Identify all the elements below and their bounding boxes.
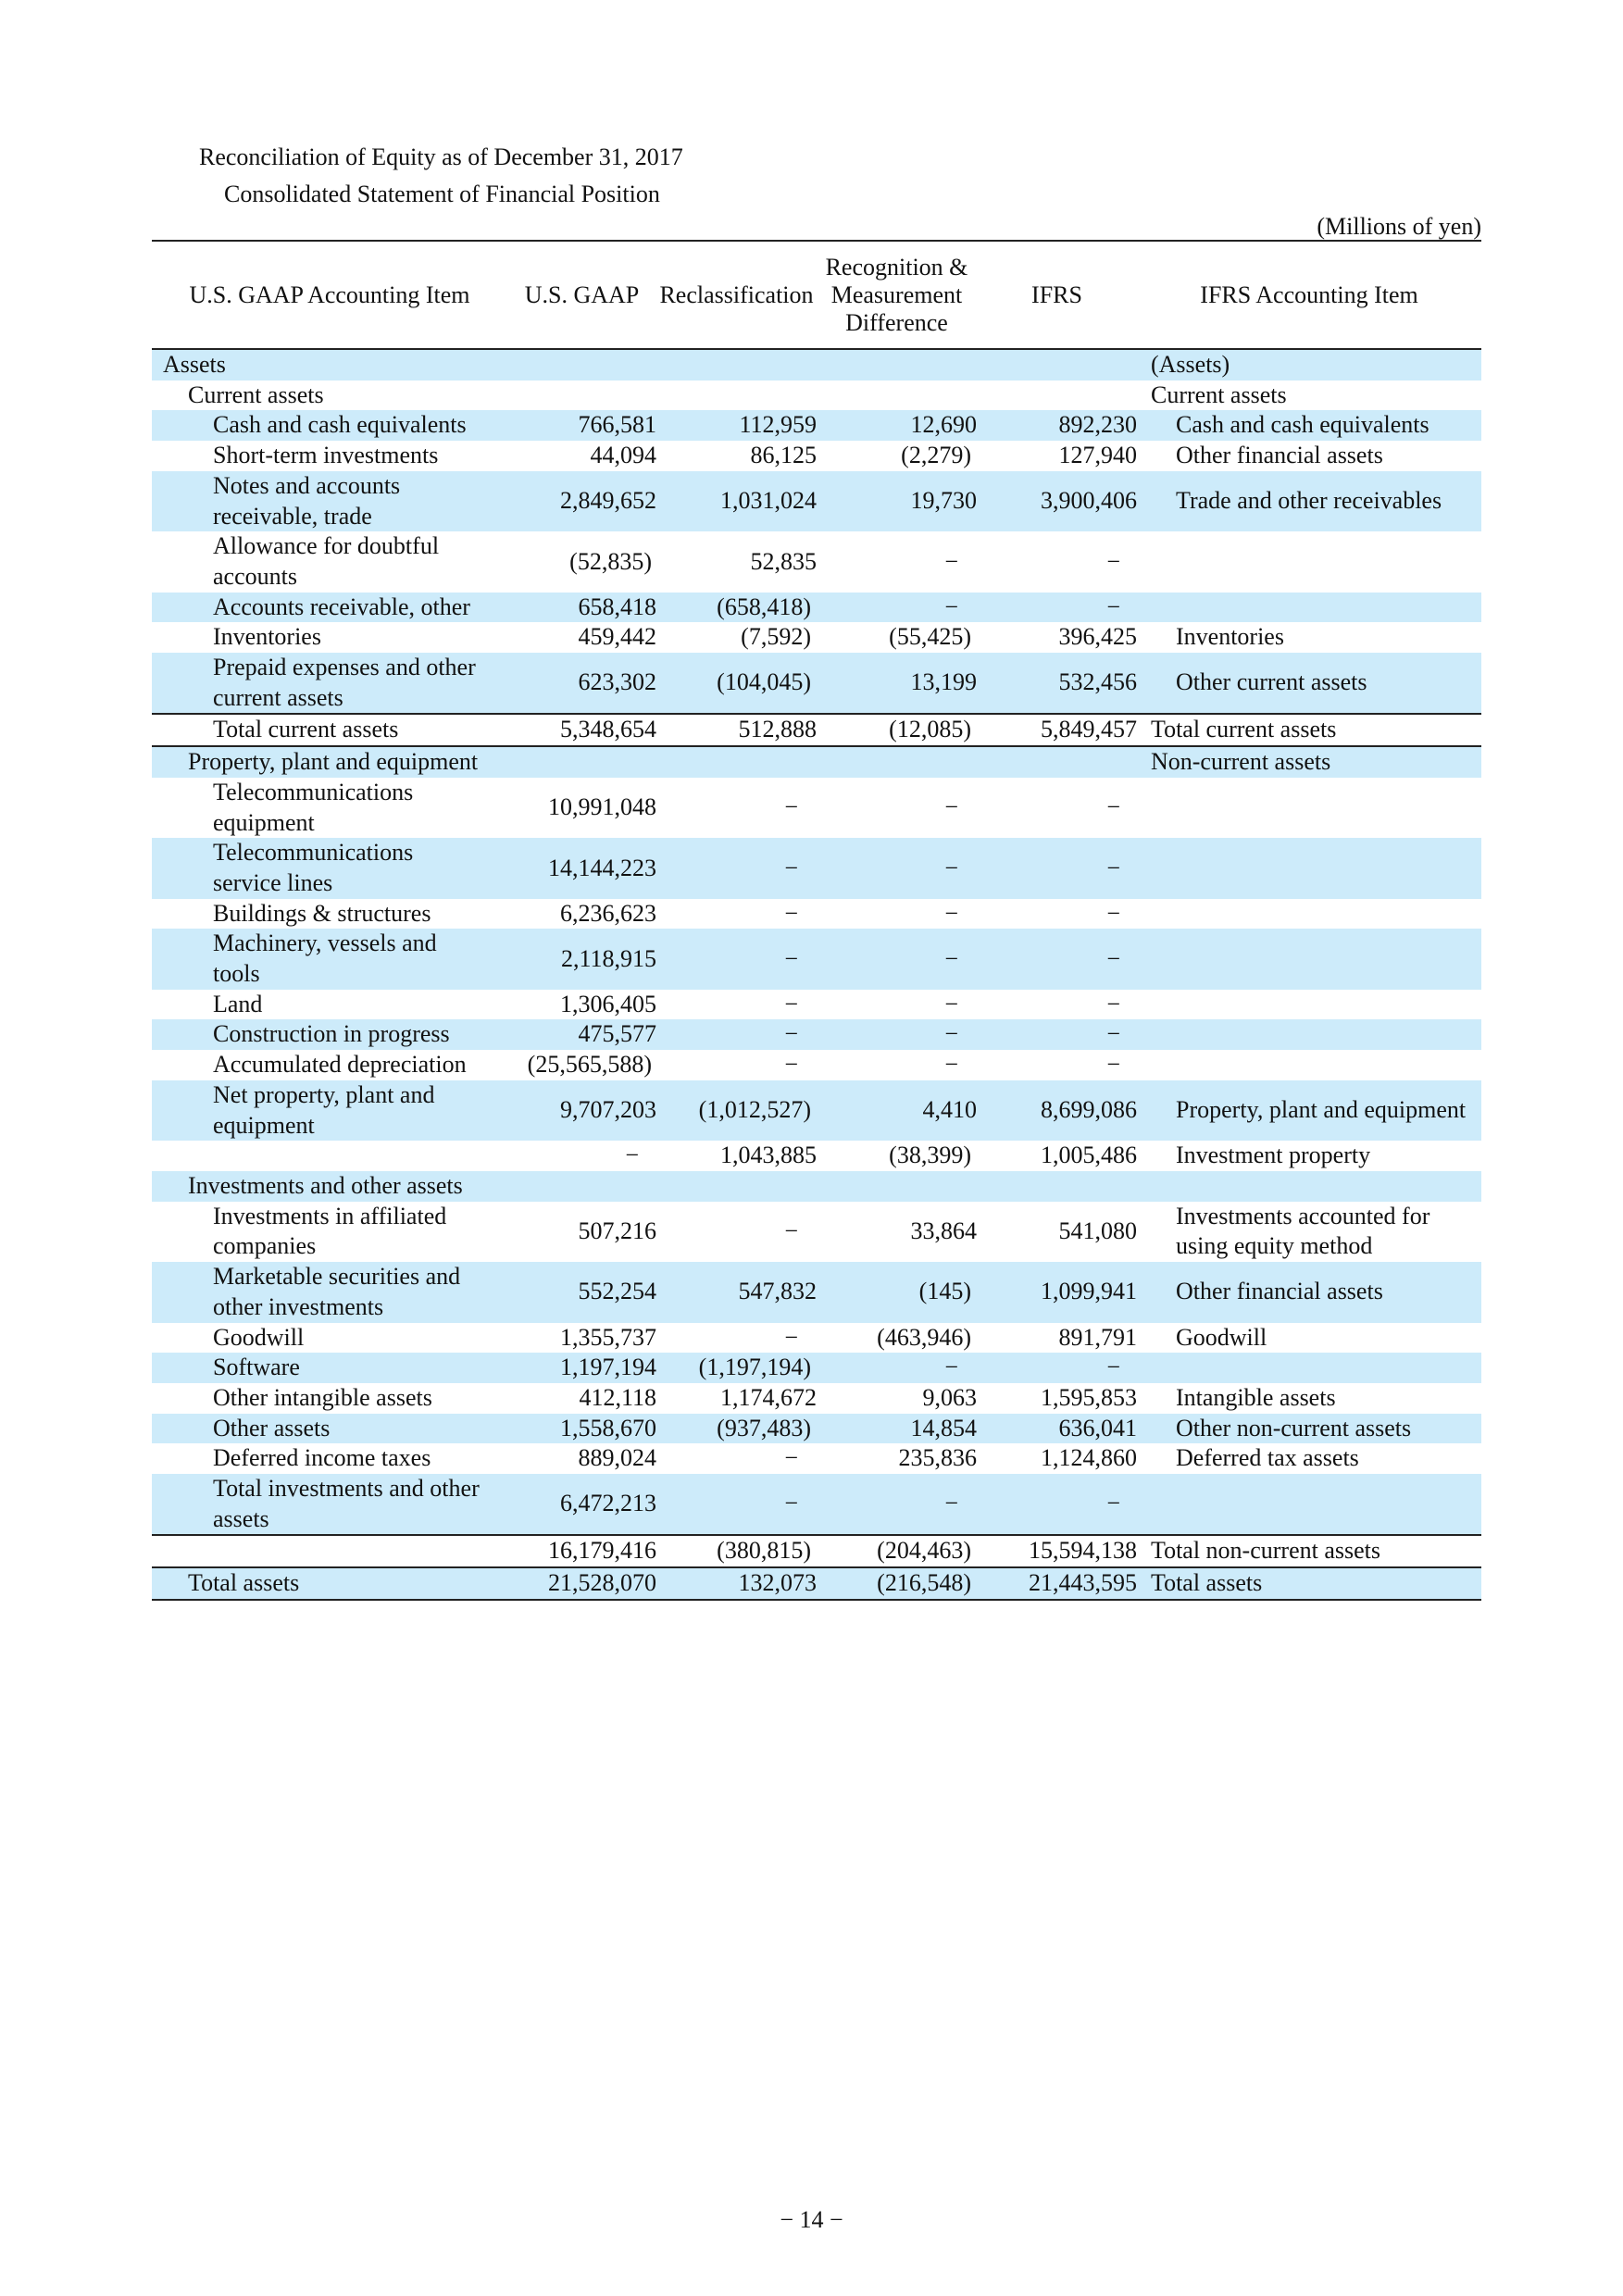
- ifrs-amount: 21,443,595: [977, 1567, 1137, 1600]
- ifrs-accounting-item: Trade and other receivables: [1137, 471, 1481, 531]
- reclassification-amount: (104,045): [656, 653, 817, 714]
- ifrs-amount: 5,849,457: [977, 714, 1137, 746]
- ifrs-amount: [977, 746, 1137, 778]
- us-gaap-amount: 14,144,223: [507, 838, 656, 898]
- ifrs-accounting-item: Current assets: [1151, 381, 1287, 408]
- header-us-gaap-accounting-item: U.S. GAAP Accounting Item: [152, 241, 507, 349]
- reclassification-amount: 512,888: [656, 714, 817, 746]
- recognition-measurement-difference-amount: (12,085): [817, 714, 977, 746]
- table-row: [152, 381, 1481, 411]
- us-gaap-amount: 475,577: [507, 1019, 656, 1050]
- ifrs-amount: 1,099,941: [977, 1262, 1137, 1322]
- table-row: [152, 653, 1481, 714]
- ifrs-amount: −: [1106, 547, 1120, 575]
- recognition-measurement-difference-amount: −: [817, 1353, 977, 1383]
- recognition-measurement-difference-amount: −: [944, 793, 958, 821]
- us-gaap-accounting-item: Software: [152, 1353, 507, 1383]
- us-gaap-amount: 21,528,070: [507, 1567, 656, 1600]
- header-ifrs: IFRS: [977, 241, 1137, 349]
- us-gaap-amount: 9,707,203: [507, 1080, 656, 1141]
- header-reclassification: Reclassification: [656, 241, 817, 349]
- recognition-measurement-difference-amount: (38,399): [889, 1142, 971, 1169]
- ifrs-accounting-item: Total non-current assets: [1137, 1535, 1481, 1567]
- us-gaap-amount: 507,216: [578, 1217, 656, 1245]
- reclassification-amount: (380,815): [656, 1535, 817, 1567]
- table-row: [152, 1080, 1481, 1141]
- table-row: [152, 593, 1481, 623]
- us-gaap-amount: (25,565,588): [527, 1051, 652, 1079]
- recognition-measurement-difference-amount: 14,854: [817, 1414, 977, 1444]
- reclassification-amount: −: [784, 1051, 798, 1079]
- us-gaap-accounting-item: Other intangible assets: [213, 1383, 432, 1411]
- ifrs-accounting-item: Goodwill: [1176, 1323, 1267, 1351]
- recognition-measurement-difference-amount: −: [944, 547, 958, 575]
- recognition-measurement-difference-amount: (145): [817, 1262, 977, 1322]
- reclassification-amount: (7,592): [741, 623, 811, 651]
- table-row: [152, 1383, 1481, 1414]
- ifrs-accounting-item: [1137, 1019, 1481, 1050]
- reclassification-amount: −: [656, 929, 817, 989]
- us-gaap-accounting-item: Buildings & structures: [213, 899, 431, 927]
- ifrs-amount: 532,456: [977, 653, 1137, 714]
- us-gaap-accounting-item: Inventories: [213, 623, 321, 651]
- us-gaap-amount: 5,348,654: [507, 714, 656, 746]
- header-recognition-measurement-difference: Recognition & Measurement Difference: [817, 241, 977, 349]
- reclassification-amount: [656, 746, 817, 778]
- recognition-measurement-difference-amount: −: [944, 990, 958, 1017]
- recognition-measurement-difference-amount: −: [817, 593, 977, 623]
- table-row: [152, 929, 1481, 989]
- reclassification-amount: [656, 381, 817, 411]
- reclassification-amount: 547,832: [656, 1262, 817, 1322]
- table-row-subtotal: [152, 1535, 1481, 1567]
- ifrs-amount: 3,900,406: [977, 471, 1137, 531]
- us-gaap-accounting-item: [152, 1535, 507, 1567]
- reclassification-amount: 52,835: [750, 547, 817, 575]
- recognition-measurement-difference-amount: (216,548): [817, 1567, 977, 1600]
- ifrs-accounting-item: Intangible assets: [1176, 1383, 1336, 1411]
- reclassification-amount: (937,483): [656, 1414, 817, 1444]
- us-gaap-accounting-item: Notes and accounts receivable, trade: [152, 471, 507, 531]
- reclassification-amount: −: [784, 990, 798, 1017]
- us-gaap-accounting-item: Construction in progress: [152, 1019, 507, 1050]
- ifrs-amount: −: [977, 593, 1137, 623]
- recognition-measurement-difference-amount: (463,946): [877, 1323, 971, 1351]
- ifrs-amount: −: [1106, 899, 1120, 927]
- ifrs-amount: 15,594,138: [977, 1535, 1137, 1567]
- us-gaap-amount: 459,442: [578, 623, 656, 651]
- recognition-measurement-difference-amount: −: [944, 899, 958, 927]
- ifrs-accounting-item: [1137, 1353, 1481, 1383]
- reclassification-amount: −: [784, 1323, 798, 1351]
- ifrs-accounting-item: [1137, 990, 1481, 1020]
- ifrs-amount: −: [977, 1019, 1137, 1050]
- table-row: [152, 622, 1481, 653]
- ifrs-amount: −: [977, 1474, 1137, 1535]
- recognition-measurement-difference-amount: −: [944, 1051, 958, 1079]
- reconciliation-table: [152, 240, 1481, 1601]
- us-gaap-amount: 658,418: [507, 593, 656, 623]
- recognition-measurement-difference-amount: 9,063: [922, 1383, 977, 1411]
- table-row: [152, 1474, 1481, 1535]
- ifrs-accounting-item: Investments accounted for using equity method: [1176, 1202, 1430, 1260]
- us-gaap-accounting-item: Investments in affiliated companies: [213, 1202, 447, 1260]
- reclassification-amount: −: [784, 1217, 798, 1245]
- us-gaap-accounting-item: Total current assets: [152, 714, 507, 746]
- recognition-measurement-difference-amount: −: [817, 929, 977, 989]
- recognition-measurement-difference-amount: (2,279): [901, 442, 971, 469]
- ifrs-amount: −: [977, 929, 1137, 989]
- table-row: [152, 899, 1481, 930]
- recognition-measurement-difference-amount: 12,690: [817, 410, 977, 441]
- ifrs-accounting-item: Other non-current assets: [1137, 1414, 1481, 1444]
- ifrs-accounting-item: [1137, 778, 1481, 838]
- reclassification-amount: −: [656, 838, 817, 898]
- ifrs-accounting-item: Property, plant and equipment: [1137, 1080, 1481, 1141]
- us-gaap-accounting-item: [152, 1141, 507, 1171]
- table-row: [152, 1414, 1481, 1444]
- us-gaap-accounting-item: Short-term investments: [213, 442, 439, 469]
- us-gaap-amount: 6,236,623: [560, 899, 656, 927]
- recognition-measurement-difference-amount: [817, 1171, 977, 1202]
- us-gaap-accounting-item: Current assets: [188, 381, 324, 408]
- us-gaap-accounting-item: Assets: [152, 349, 507, 381]
- page-number: − 14 −: [780, 2206, 843, 2233]
- us-gaap-accounting-item: Telecommunications equipment: [213, 778, 414, 836]
- ifrs-amount: 891,791: [1058, 1323, 1137, 1351]
- header-ifrs-accounting-item: IFRS Accounting Item: [1137, 241, 1481, 349]
- table-row: [152, 746, 1481, 778]
- ifrs-amount: [977, 349, 1137, 381]
- table-row: [152, 1019, 1481, 1050]
- ifrs-amount: 127,940: [1058, 442, 1137, 469]
- ifrs-amount: 636,041: [977, 1414, 1137, 1444]
- reclassification-amount: [656, 1171, 817, 1202]
- table-row: [152, 1202, 1481, 1262]
- reclassification-amount: 112,959: [656, 410, 817, 441]
- us-gaap-accounting-item: Investments and other assets: [152, 1171, 507, 1202]
- us-gaap-accounting-item: Cash and cash equivalents: [152, 410, 507, 441]
- table-row: [152, 349, 1481, 381]
- reclassification-amount: (1,012,527): [656, 1080, 817, 1141]
- us-gaap-accounting-item: Telecommunications service lines: [152, 838, 507, 898]
- reclassification-amount: 1,043,885: [720, 1142, 817, 1169]
- recognition-measurement-difference-amount: −: [817, 1474, 977, 1535]
- us-gaap-accounting-item: Allowance for doubtful accounts: [213, 532, 440, 590]
- ifrs-amount: [977, 381, 1137, 411]
- ifrs-amount: −: [977, 838, 1137, 898]
- table-row: [152, 990, 1481, 1020]
- us-gaap-accounting-item: Prepaid expenses and other current assets: [152, 653, 507, 714]
- us-gaap-accounting-item: Accumulated depreciation: [213, 1051, 467, 1079]
- table-row: [152, 1353, 1481, 1383]
- ifrs-accounting-item: Other financial assets: [1176, 442, 1383, 469]
- us-gaap-amount: [507, 1171, 656, 1202]
- table-row: [152, 441, 1481, 471]
- reclassification-amount: −: [656, 1019, 817, 1050]
- us-gaap-amount: 412,118: [579, 1383, 656, 1411]
- us-gaap-amount: −: [625, 1142, 639, 1169]
- us-gaap-amount: 2,118,915: [507, 929, 656, 989]
- us-gaap-accounting-item: Land: [213, 990, 263, 1017]
- ifrs-accounting-item: [1137, 1474, 1481, 1535]
- ifrs-accounting-item: [1137, 899, 1481, 930]
- document-subtitle: Consolidated Statement of Financial Position: [224, 181, 660, 207]
- ifrs-amount: −: [1106, 1051, 1120, 1079]
- table-row: [152, 410, 1481, 441]
- ifrs-accounting-item: [1137, 838, 1481, 898]
- table-row: [152, 838, 1481, 898]
- us-gaap-amount: 1,558,670: [507, 1414, 656, 1444]
- recognition-measurement-difference-amount: [817, 381, 977, 411]
- recognition-measurement-difference-amount: 4,410: [817, 1080, 977, 1141]
- us-gaap-accounting-item: Net property, plant and equipment: [152, 1080, 507, 1141]
- table-row-subtotal: [152, 714, 1481, 746]
- ifrs-amount: 541,080: [1058, 1217, 1137, 1245]
- recognition-measurement-difference-amount: [817, 349, 977, 381]
- header-us-gaap: U.S. GAAP: [507, 241, 656, 349]
- reclassification-amount: −: [784, 899, 798, 927]
- ifrs-accounting-item: [1137, 531, 1481, 592]
- ifrs-accounting-item: Non-current assets: [1137, 746, 1481, 778]
- reclassification-amount: 1,174,672: [720, 1383, 817, 1411]
- recognition-measurement-difference-amount: −: [817, 838, 977, 898]
- reclassification-amount: −: [656, 1474, 817, 1535]
- us-gaap-amount: 766,581: [507, 410, 656, 441]
- ifrs-accounting-item: Cash and cash equivalents: [1137, 410, 1481, 441]
- table-row: [152, 1262, 1481, 1322]
- ifrs-accounting-item: Investment property: [1176, 1142, 1371, 1169]
- reclassification-amount: [656, 349, 817, 381]
- us-gaap-amount: 16,179,416: [507, 1535, 656, 1567]
- ifrs-amount: −: [1106, 990, 1120, 1017]
- unit-note: (Millions of yen): [1317, 213, 1481, 240]
- recognition-measurement-difference-amount: 33,864: [910, 1217, 977, 1245]
- recognition-measurement-difference-amount: 13,199: [817, 653, 977, 714]
- us-gaap-amount: (52,835): [569, 547, 652, 575]
- ifrs-accounting-item: Total current assets: [1137, 714, 1481, 746]
- recognition-measurement-difference-amount: (55,425): [889, 623, 971, 651]
- us-gaap-amount: 1,306,405: [560, 990, 656, 1017]
- table-row: [152, 471, 1481, 531]
- reclassification-amount: 86,125: [750, 442, 817, 469]
- ifrs-accounting-item: Other financial assets: [1137, 1262, 1481, 1322]
- ifrs-amount: [977, 1171, 1137, 1202]
- table-row: [152, 1443, 1481, 1474]
- recognition-measurement-difference-amount: 19,730: [817, 471, 977, 531]
- us-gaap-accounting-item: Property, plant and equipment: [152, 746, 507, 778]
- us-gaap-accounting-item: Machinery, vessels and tools: [152, 929, 507, 989]
- recognition-measurement-difference-amount: (204,463): [817, 1535, 977, 1567]
- ifrs-accounting-item: Other current assets: [1137, 653, 1481, 714]
- us-gaap-amount: 552,254: [507, 1262, 656, 1322]
- us-gaap-amount: [507, 746, 656, 778]
- ifrs-accounting-item: [1137, 593, 1481, 623]
- ifrs-amount: 1,124,860: [1041, 1444, 1137, 1472]
- us-gaap-accounting-item: Total assets: [152, 1567, 507, 1600]
- recognition-measurement-difference-amount: [817, 746, 977, 778]
- recognition-measurement-difference-amount: 235,836: [898, 1444, 977, 1472]
- us-gaap-amount: 6,472,213: [507, 1474, 656, 1535]
- table-row: [152, 1050, 1481, 1080]
- reclassification-amount: (1,197,194): [656, 1353, 817, 1383]
- us-gaap-amount: 1,355,737: [560, 1323, 656, 1351]
- reclassification-amount: 1,031,024: [656, 471, 817, 531]
- ifrs-amount: 396,425: [1058, 623, 1137, 651]
- ifrs-amount: 8,699,086: [977, 1080, 1137, 1141]
- ifrs-amount: 892,230: [977, 410, 1137, 441]
- us-gaap-accounting-item: Other assets: [152, 1414, 507, 1444]
- reclassification-amount: (658,418): [656, 593, 817, 623]
- ifrs-amount: 1,005,486: [1041, 1142, 1137, 1169]
- ifrs-accounting-item: [1137, 1050, 1481, 1080]
- table-row: [152, 1323, 1481, 1354]
- us-gaap-accounting-item: Deferred income taxes: [213, 1444, 431, 1472]
- ifrs-accounting-item: Inventories: [1176, 623, 1284, 651]
- table-row: [152, 778, 1481, 838]
- us-gaap-amount: 1,197,194: [507, 1353, 656, 1383]
- reclassification-amount: 132,073: [656, 1567, 817, 1600]
- us-gaap-accounting-item: Goodwill: [213, 1323, 305, 1351]
- reclassification-amount: −: [784, 1444, 798, 1472]
- us-gaap-amount: 623,302: [507, 653, 656, 714]
- us-gaap-amount: 2,849,652: [507, 471, 656, 531]
- us-gaap-amount: 44,094: [590, 442, 656, 469]
- us-gaap-amount: [507, 381, 656, 411]
- us-gaap-amount: 889,024: [578, 1444, 656, 1472]
- ifrs-accounting-item: [1137, 929, 1481, 989]
- ifrs-amount: −: [1106, 793, 1120, 821]
- us-gaap-amount: 10,991,048: [548, 793, 656, 821]
- us-gaap-accounting-item: Marketable securities and other investments: [152, 1262, 507, 1322]
- table-row-total: [152, 1567, 1481, 1600]
- table-row: [152, 531, 1481, 592]
- ifrs-accounting-item: Total assets: [1137, 1567, 1481, 1600]
- document-title: Reconciliation of Equity as of December 31, 2017: [199, 144, 683, 170]
- ifrs-accounting-item: Deferred tax assets: [1176, 1444, 1359, 1472]
- table-row: [152, 1171, 1481, 1202]
- ifrs-accounting-item: (Assets): [1137, 349, 1481, 381]
- table-row: [152, 1141, 1481, 1171]
- recognition-measurement-difference-amount: −: [817, 1019, 977, 1050]
- ifrs-amount: −: [977, 1353, 1137, 1383]
- us-gaap-amount: [507, 349, 656, 381]
- us-gaap-accounting-item: Accounts receivable, other: [152, 593, 507, 623]
- us-gaap-accounting-item: Total investments and other assets: [152, 1474, 507, 1535]
- reclassification-amount: −: [784, 793, 798, 821]
- ifrs-accounting-item: [1137, 1171, 1481, 1202]
- ifrs-amount: 1,595,853: [1041, 1383, 1137, 1411]
- table-header-row: [152, 241, 1481, 349]
